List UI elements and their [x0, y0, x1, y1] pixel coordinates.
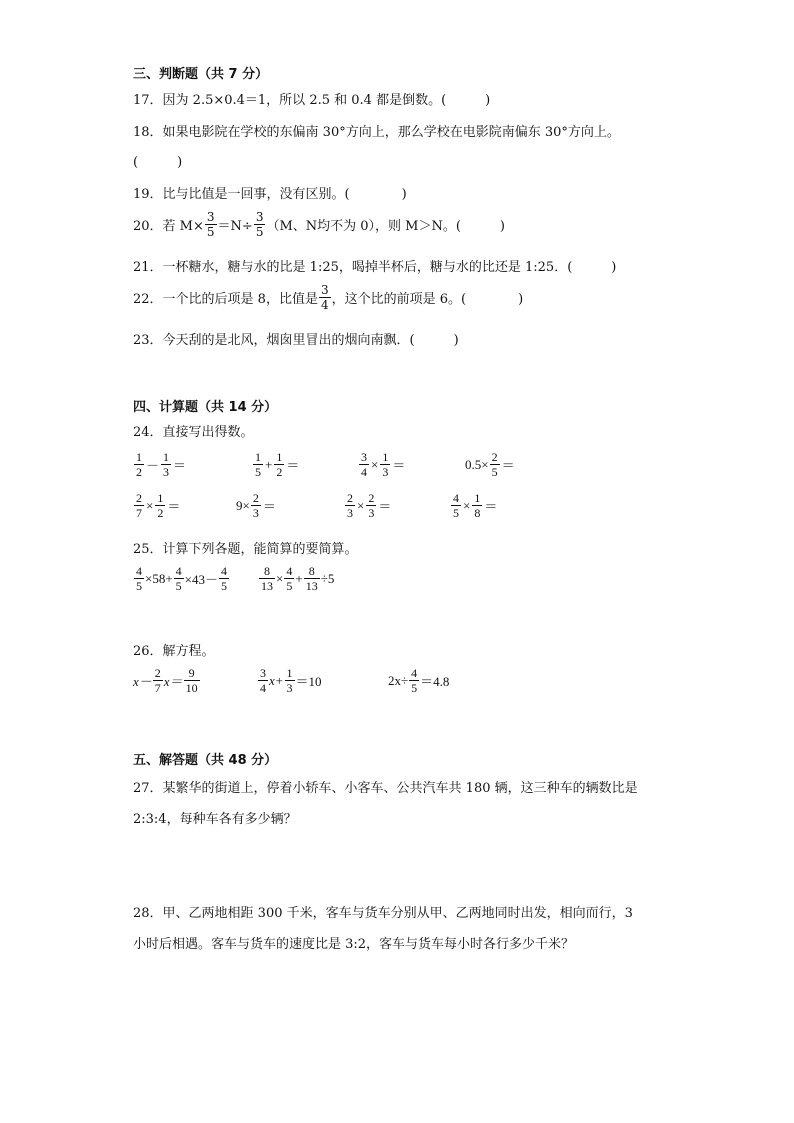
question-26-title: 26．解方程。 — [133, 644, 215, 659]
q26-e2-f1-den: 4 — [260, 681, 266, 695]
q24-6-b-den: 3 — [252, 506, 259, 520]
q24-1-a-num: 1 — [136, 450, 142, 464]
q24-4-b-den: 5 — [491, 465, 498, 479]
question-28-line2: 小时后相遇。客车与货车的速度比是 3:2，客车与货车每小时各行多少千米？ — [133, 937, 575, 952]
q25-e1-f2 — [174, 565, 184, 592]
q24-7-frac-b — [366, 492, 376, 519]
q25-e1-f3-num: 4 — [221, 564, 228, 578]
question-28-line1: 28．甲、乙两地相距 300 千米，客车与货车分别从甲、乙两地同时出发，相向而行，3 — [133, 906, 633, 921]
q26-e1-x2: x＝ — [163, 674, 183, 689]
q25-e2-f3-num: 8 — [308, 564, 315, 578]
q24-3-b-num: 1 — [382, 450, 389, 464]
q26-e2-f1-num: 3 — [260, 666, 266, 680]
q24-7-b-den: 3 — [368, 506, 375, 520]
q24-3-a-num: 3 — [361, 450, 367, 464]
q20-frac1-den: 5 — [206, 225, 215, 239]
q20-frac2-num: 3 — [255, 210, 264, 224]
q24-item-3 — [358, 451, 406, 478]
q22-suffix: ，这个比的前项是 6。( ) — [331, 292, 524, 307]
q25-e1-t2: ×43－ — [184, 572, 219, 587]
q26-e1-f1 — [153, 667, 163, 694]
question-18-line1: 18．如果电影院在学校的东偏南 30°方向上，那么学校在电影院南偏东 30°方向上。 — [133, 125, 620, 140]
q20-suffix: （M、N均不为 0），则 M＞N。( ) — [266, 219, 506, 234]
question-21: 21．一杯糖水，糖与水的比是 1:25，喝掉半杯后，糖与水的比还是 1:25．( ) — [133, 260, 617, 275]
q24-5-frac-a — [134, 492, 144, 519]
q24-item-4 — [465, 451, 516, 478]
q24-2-a-den: 5 — [255, 465, 261, 479]
question-27-line2: 2:3:4，每种车各有多少辆？ — [133, 812, 297, 827]
q26-e2-f1 — [258, 667, 268, 694]
q24-6-frac-b — [251, 492, 261, 519]
q24-4-frac-b — [490, 451, 500, 478]
q24-6-pre: 9× — [236, 497, 250, 513]
q25-e1-f2-num: 4 — [175, 564, 182, 578]
q24-2-b-den: 2 — [276, 465, 283, 479]
q26-e2-f2-num: 1 — [286, 666, 293, 680]
q24-8-a-num: 4 — [453, 491, 459, 505]
q26-e2-f2 — [285, 667, 295, 694]
q25-expression-1 — [133, 565, 230, 592]
q25-e1-f3 — [219, 565, 229, 592]
q24-3-b-den: 3 — [382, 465, 389, 479]
q26-e3-pre: 2x÷ — [388, 672, 409, 688]
q24-1-eq: ＝ — [173, 458, 187, 473]
q24-8-frac-b — [472, 492, 482, 519]
q26-e2-f2-den: 3 — [286, 681, 293, 695]
q24-4-eq: ＝ — [501, 458, 515, 473]
q24-5-a-num: 2 — [136, 491, 142, 505]
question-27-line1: 27．某繁华的街道上，停着小轿车、小客车、公共汽车共 180 辆，这三种车的辆数比是 — [133, 781, 638, 796]
q25-e2-t1: × — [276, 570, 284, 586]
q20-prefix: 20．若 M× — [133, 219, 204, 234]
q24-item-5 — [133, 492, 181, 519]
q24-4-pre: 0.5× — [465, 456, 489, 472]
q25-e2-t3: ÷5 — [320, 570, 335, 586]
q26-e3-f1-den: 5 — [411, 681, 418, 695]
q25-e2-f3-den: 13 — [305, 579, 318, 593]
q26-e1-f1-num: 2 — [154, 666, 161, 680]
q25-e1-f2-den: 5 — [175, 579, 182, 593]
q26-e1-f2-num: 9 — [188, 666, 195, 680]
q24-7-b-num: 2 — [368, 491, 375, 505]
q24-8-b-den: 8 — [474, 506, 481, 520]
q24-item-1 — [133, 451, 187, 478]
question-20 — [133, 211, 505, 238]
q24-3-op: × — [371, 456, 379, 472]
section-calc-heading: 四、计算题（共 14 分） — [133, 400, 278, 415]
q24-2-frac-a — [253, 451, 263, 478]
section-judge-heading: 三、判断题（共 7 分） — [133, 67, 269, 82]
question-22 — [133, 284, 523, 311]
q24-7-frac-a — [345, 492, 355, 519]
q26-e2-x1: x+ — [269, 672, 284, 688]
q24-2-op: + — [265, 456, 273, 472]
q24-item-8 — [450, 492, 498, 519]
q25-e1-f3-den: 5 — [221, 579, 228, 593]
q24-7-a-den: 3 — [347, 506, 353, 520]
q25-e2-f1 — [259, 565, 275, 592]
q24-3-a-den: 4 — [361, 465, 367, 479]
q25-e1-f1-den: 5 — [136, 579, 142, 593]
q25-e1-f1 — [134, 565, 144, 592]
q24-5-a-den: 7 — [136, 506, 142, 520]
question-23: 23．今天刮的是北风，烟囱里冒出的烟向南飘．( ) — [133, 333, 459, 348]
q24-8-a-den: 5 — [453, 506, 459, 520]
q26-e1-f1-den: 7 — [154, 681, 161, 695]
q25-e2-f2-num: 4 — [286, 564, 293, 578]
q24-1-frac-b — [161, 451, 171, 478]
q24-7-eq: ＝ — [378, 499, 392, 514]
q24-1-b-den: 3 — [163, 465, 170, 479]
q24-5-op: × — [146, 497, 154, 513]
q20-fraction-1 — [205, 211, 217, 238]
question-18-line2: ( ) — [133, 155, 183, 170]
q24-5-eq: ＝ — [167, 499, 181, 514]
q24-5-b-den: 2 — [157, 506, 164, 520]
q25-e2-f1-num: 8 — [264, 564, 270, 578]
q24-1-a-den: 2 — [136, 465, 142, 479]
q25-e1-f1-num: 4 — [136, 564, 142, 578]
q20-frac2-den: 5 — [255, 225, 264, 239]
q25-e2-f3 — [304, 565, 320, 592]
question-17: 17．因为 2.5×0.4＝1，所以 2.5 和 0.4 都是倒数。( ) — [133, 93, 491, 108]
q25-e2-f1-den: 13 — [261, 579, 273, 593]
q26-equation-3 — [388, 667, 449, 694]
q24-6-eq: ＝ — [262, 499, 276, 514]
q24-5-frac-b — [155, 492, 165, 519]
q24-3-frac-b — [380, 451, 390, 478]
q20-frac1-num: 3 — [206, 210, 215, 224]
q24-4-b-num: 2 — [491, 450, 498, 464]
q24-8-op: × — [463, 497, 471, 513]
q26-e3-f1 — [409, 667, 419, 694]
q22-frac-num: 3 — [320, 283, 329, 297]
q24-1-frac-a — [134, 451, 144, 478]
q26-e1-f2-den: 10 — [185, 681, 198, 695]
q24-1-b-num: 1 — [163, 450, 170, 464]
q24-2-a-num: 1 — [255, 450, 261, 464]
q24-7-op: × — [357, 497, 365, 513]
q24-6-b-num: 2 — [252, 491, 259, 505]
q25-e2-f2-den: 5 — [286, 579, 293, 593]
question-25-title: 25．计算下列各题，能简算的要简算。 — [133, 542, 358, 557]
q24-item-7 — [344, 492, 392, 519]
q24-2-b-num: 1 — [276, 450, 283, 464]
q25-e2-f2 — [284, 565, 294, 592]
q24-7-a-num: 2 — [347, 491, 353, 505]
q24-5-b-num: 1 — [157, 491, 164, 505]
q26-e1-x1: x－ — [133, 674, 152, 689]
q24-item-2 — [252, 451, 300, 478]
q24-8-frac-a — [451, 492, 461, 519]
q20-middle: ＝N÷ — [217, 219, 253, 234]
q26-e3-rhs: ＝4.8 — [420, 674, 450, 689]
q24-1-op: － — [146, 458, 160, 473]
q24-item-6 — [236, 492, 277, 519]
q25-e1-t1: ×58+ — [145, 570, 173, 586]
q24-3-frac-a — [359, 451, 369, 478]
q22-fraction — [319, 284, 331, 311]
section-answer-heading: 五、解答题（共 48 分） — [133, 753, 278, 768]
question-19: 19．比与比值是一回事，没有区别。( ) — [133, 187, 407, 202]
q24-2-eq: ＝ — [286, 458, 300, 473]
q24-8-b-num: 1 — [474, 491, 481, 505]
q24-8-eq: ＝ — [484, 499, 498, 514]
q22-frac-den: 4 — [320, 298, 329, 312]
q26-equation-2 — [257, 667, 322, 694]
question-24-title: 24．直接写出得数。 — [133, 425, 254, 440]
q26-e1-f2 — [184, 667, 200, 694]
q20-fraction-2 — [254, 211, 266, 238]
q25-e2-t2: + — [295, 570, 303, 586]
q25-expression-2 — [258, 565, 334, 592]
q22-prefix: 22．一个比的后项是 8，比值是 — [133, 292, 318, 307]
q26-e2-rhs: ＝10 — [295, 674, 322, 689]
q26-equation-1 — [133, 667, 201, 694]
q24-3-eq: ＝ — [392, 458, 406, 473]
q26-e3-f1-num: 4 — [411, 666, 418, 680]
q24-2-frac-b — [274, 451, 284, 478]
